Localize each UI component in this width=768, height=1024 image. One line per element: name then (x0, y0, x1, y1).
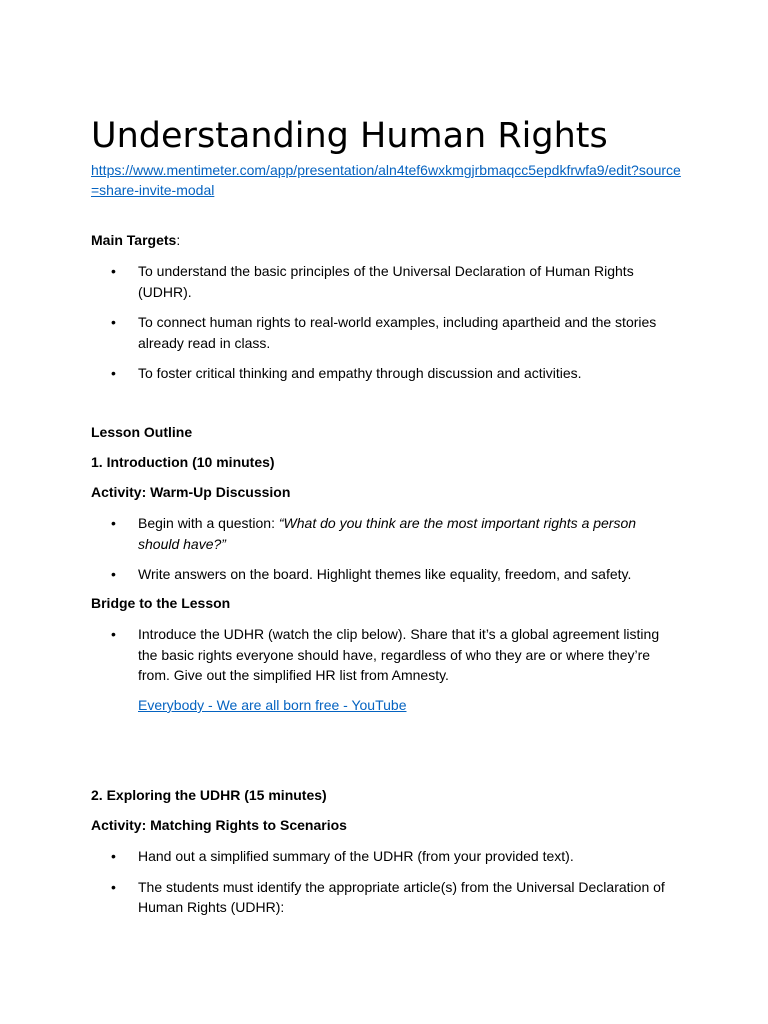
list-item: • To foster critical thinking and empathy through discussion and activities. (91, 363, 678, 384)
section2-heading: 2. Exploring the UDHR (15 minutes) (91, 787, 327, 803)
bullet-icon: • (111, 626, 116, 642)
lesson-outline-heading: Lesson Outline (91, 424, 193, 440)
bullet-icon: • (111, 878, 116, 895)
section2-activity-heading: Activity: Matching Rights to Scenarios (91, 817, 347, 833)
main-targets-list (91, 261, 681, 384)
bullet-icon: • (111, 263, 116, 279)
list-item: • Begin with a question: “What do you think are the most important rights a person should have?” (111, 515, 637, 552)
list-item: • The students must identify the appropriate article(s) from the Universal Declaration of Human Rights (UDHR): (111, 878, 665, 915)
list-item: • To connect human rights to real-world examples, including apartheid and the stories already read in class. (111, 314, 657, 351)
matching-list (91, 846, 681, 918)
bridge-heading-wrap (91, 593, 681, 613)
youtube-video-link[interactable]: Everybody - We are all born free - YouTube (138, 697, 407, 713)
list-item: • Write answers on the board. Highlight themes like equality, freedom, and safety. (91, 564, 678, 585)
main-targets-section (91, 230, 681, 250)
bullet-icon: • (111, 515, 116, 531)
section2-heading-wrap (91, 785, 681, 805)
lesson-outline-heading-wrap (91, 422, 681, 442)
section1-activity-heading: Activity: Warm-Up Discussion (91, 484, 291, 500)
list-item: • To understand the basic principles of the Universal Declaration of Human Rights (UDHR). (111, 263, 634, 300)
bridge-heading: Bridge to the Lesson (91, 595, 231, 611)
warmup-question: “What do you think are the most important rights a person should have?” (138, 515, 637, 552)
mentimeter-link[interactable]: https://www.mentimeter.com/app/presentation/aln4tef6wxkmgjrbmaqcc5epdkfrwfa9/edit?source=share-invite-modal (91, 162, 681, 198)
main-targets-heading: Main Targets: (91, 232, 181, 248)
list-item: • Hand out a simplified summary of the UDHR (from your provided text). (91, 846, 678, 867)
bridge-list (91, 624, 681, 686)
section1-heading-wrap (91, 452, 681, 472)
list-item: • Introduce the UDHR (watch the clip below). Share that it’s a global agreement listing the basic rights everyone should have, regardless of who they are or where they’re from. Give out the simplified HR list from Amnesty. (111, 626, 660, 683)
bullet-icon: • (111, 566, 116, 582)
section1-heading: 1. Introduction (10 minutes) (91, 454, 275, 470)
bullet-icon: • (111, 314, 116, 330)
document-title: Understanding Human Rights (91, 116, 608, 156)
bullet-icon: • (111, 848, 116, 864)
section2-activity-wrap (91, 815, 681, 835)
warmup-list (91, 513, 681, 585)
bullet-icon: • (111, 365, 116, 381)
section1-activity-wrap (91, 482, 681, 502)
